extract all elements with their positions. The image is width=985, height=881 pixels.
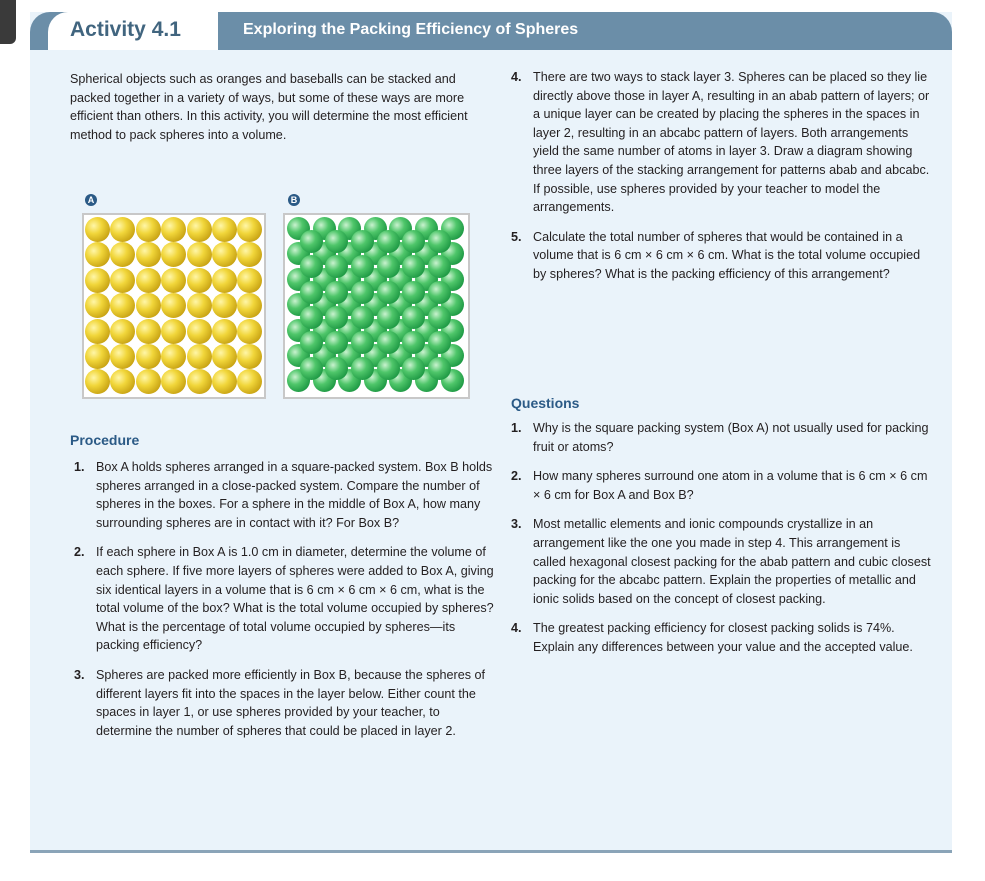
sphere-green (377, 331, 400, 354)
sphere-yellow (110, 369, 135, 394)
sphere-yellow (110, 319, 135, 344)
questions-list (511, 419, 931, 657)
question-item: 3. Most metallic elements and ionic compounds crystallize in an arrangement like the one you made in step 4. This arrangement is called hexagonal closest packing for the abab pattern and cubic closest packing for the abcabc pattern. Explain the properties of metallic and ionic solids based on the concept of closest packing. (511, 517, 931, 606)
sphere-green (300, 255, 323, 278)
sphere-yellow (212, 268, 237, 293)
sphere-yellow (237, 344, 262, 369)
sphere-yellow (187, 319, 212, 344)
sphere-green (300, 230, 323, 253)
sphere-yellow (85, 242, 110, 267)
question-item: 4. The greatest packing efficiency for closest packing solids is 74%. Explain any differences between your value and the accepted value. (511, 621, 913, 654)
sphere-green (402, 281, 425, 304)
sphere-yellow (237, 268, 262, 293)
sphere-green (377, 255, 400, 278)
box-a-badge: A (85, 194, 97, 206)
box-b-close-packed (283, 213, 470, 399)
sphere-yellow (85, 344, 110, 369)
question-item: 1. Why is the square packing system (Box A) not usually used for packing fruit or atoms? (511, 421, 929, 454)
sphere-yellow (187, 268, 212, 293)
sphere-green (300, 281, 323, 304)
sphere-green (351, 255, 374, 278)
sphere-yellow (110, 293, 135, 318)
bottom-rule (30, 850, 952, 853)
procedure-item: 4. There are two ways to stack layer 3. Spheres can be placed so they lie directly above those in layer A, resulting in an abab pattern of layers; or a unique layer can be created by placing the spheres in the spaces in layer 2, resulting in an abcabc pattern of layers. Both arrangements yield the same number of atoms in layer 3. Draw a diagram showing three layers of the stacking arrangement for patterns abab and abcabc. If possible, use spheres provided by your teacher to model the arrangements. (511, 70, 930, 215)
sphere-yellow (237, 319, 262, 344)
sphere-yellow (110, 268, 135, 293)
sphere-green (351, 306, 374, 329)
sphere-yellow (187, 369, 212, 394)
sphere-yellow (187, 217, 212, 242)
sphere-yellow (161, 344, 186, 369)
box-a-square-packed (82, 213, 266, 399)
activity-title: Exploring the Packing Efficiency of Spheres (243, 21, 579, 38)
sphere-yellow (237, 242, 262, 267)
sphere-green (325, 357, 348, 380)
sphere-yellow (212, 344, 237, 369)
sphere-yellow (85, 369, 110, 394)
sphere-yellow (237, 293, 262, 318)
sphere-green (428, 357, 451, 380)
sphere-yellow (187, 293, 212, 318)
sphere-green (351, 230, 374, 253)
sphere-green (377, 306, 400, 329)
question-item: 2. How many spheres surround one atom in a volume that is 6 cm × 6 cm × 6 cm for Box A and Box B? (511, 469, 928, 502)
sphere-yellow (161, 369, 186, 394)
sphere-green (377, 281, 400, 304)
sphere-green (300, 331, 323, 354)
sphere-yellow (212, 369, 237, 394)
procedure-item: 2. If each sphere in Box A is 1.0 cm in diameter, determine the volume of each sphere. If five more layers of spheres were added to Box A, giving six identical layers in a volume that is 6 cm × 6 cm × 6 cm, what is the total volume of the box? What is the total volume occupied by spheres? What is the percentage of total volume occupied by spheres—its packing efficiency? (74, 545, 494, 653)
sphere-yellow (161, 217, 186, 242)
window-corner (0, 0, 16, 44)
sphere-yellow (212, 319, 237, 344)
sphere-yellow (237, 217, 262, 242)
questions-heading: Questions (511, 395, 580, 411)
sphere-green (377, 230, 400, 253)
sphere-yellow (212, 217, 237, 242)
procedure-left (74, 458, 494, 740)
sphere-green (300, 357, 323, 380)
sphere-yellow (110, 242, 135, 267)
sphere-green (402, 306, 425, 329)
procedure-item: 1. Box A holds spheres arranged in a square-packed system. Box B holds spheres arranged in a close-packed system. Compare the number of spheres in the boxes. For a sphere in the middle of Box A, how many surrounding spheres are in contact with it? For Box B? (74, 460, 493, 530)
sphere-yellow (85, 217, 110, 242)
sphere-yellow (161, 319, 186, 344)
sphere-green (325, 230, 348, 253)
procedure-item: 3. Spheres are packed more efficiently in Box B, because the spheres of different layers fit into the spaces in the layer below. Either count the spaces in layer 1, or use spheres provided by your teacher, to determine the number of spheres that could be placed in layer 2. (74, 667, 485, 738)
procedure-heading: Procedure (70, 432, 140, 448)
sphere-green (402, 230, 425, 253)
sphere-green (325, 281, 348, 304)
sphere-yellow (161, 242, 186, 267)
sphere-green (300, 306, 323, 329)
sphere-yellow (85, 293, 110, 318)
sphere-yellow (136, 344, 161, 369)
sphere-yellow (85, 319, 110, 344)
intro-text (70, 70, 480, 144)
sphere-yellow (136, 369, 161, 394)
procedure-right (511, 68, 931, 284)
sphere-yellow (136, 268, 161, 293)
sphere-green (351, 281, 374, 304)
activity-label: Activity 4.1 (70, 18, 181, 41)
sphere-yellow (212, 242, 237, 267)
sphere-yellow (136, 242, 161, 267)
sphere-green (351, 357, 374, 380)
sphere-yellow (85, 268, 110, 293)
sphere-green (428, 306, 451, 329)
box-b-badge: B (288, 194, 300, 206)
sphere-yellow (110, 344, 135, 369)
sphere-green (428, 255, 451, 278)
procedure-item: 5. Calculate the total number of spheres that would be contained in a volume that is 6 cm × 6 cm × 6 cm. What is the total volume occupied by spheres? What is the packing efficiency of this arrangement? (511, 229, 921, 281)
sphere-yellow (136, 319, 161, 344)
sphere-green (377, 357, 400, 380)
intro-paragraph: Spherical objects such as oranges and baseballs can be stacked and packed together in a variety of ways, but some of these ways are more efficient than others. In this activity, you will determine the most efficient method to pack spheres into a volume. (70, 72, 468, 142)
sphere-yellow (187, 344, 212, 369)
sphere-yellow (161, 293, 186, 318)
sphere-yellow (136, 293, 161, 318)
sphere-yellow (136, 217, 161, 242)
sphere-yellow (187, 242, 212, 267)
sphere-yellow (212, 293, 237, 318)
sphere-yellow (237, 369, 262, 394)
sphere-green (428, 230, 451, 253)
sphere-yellow (161, 268, 186, 293)
sphere-yellow (110, 217, 135, 242)
sphere-green (402, 357, 425, 380)
sphere-green (428, 281, 451, 304)
sphere-green (428, 331, 451, 354)
